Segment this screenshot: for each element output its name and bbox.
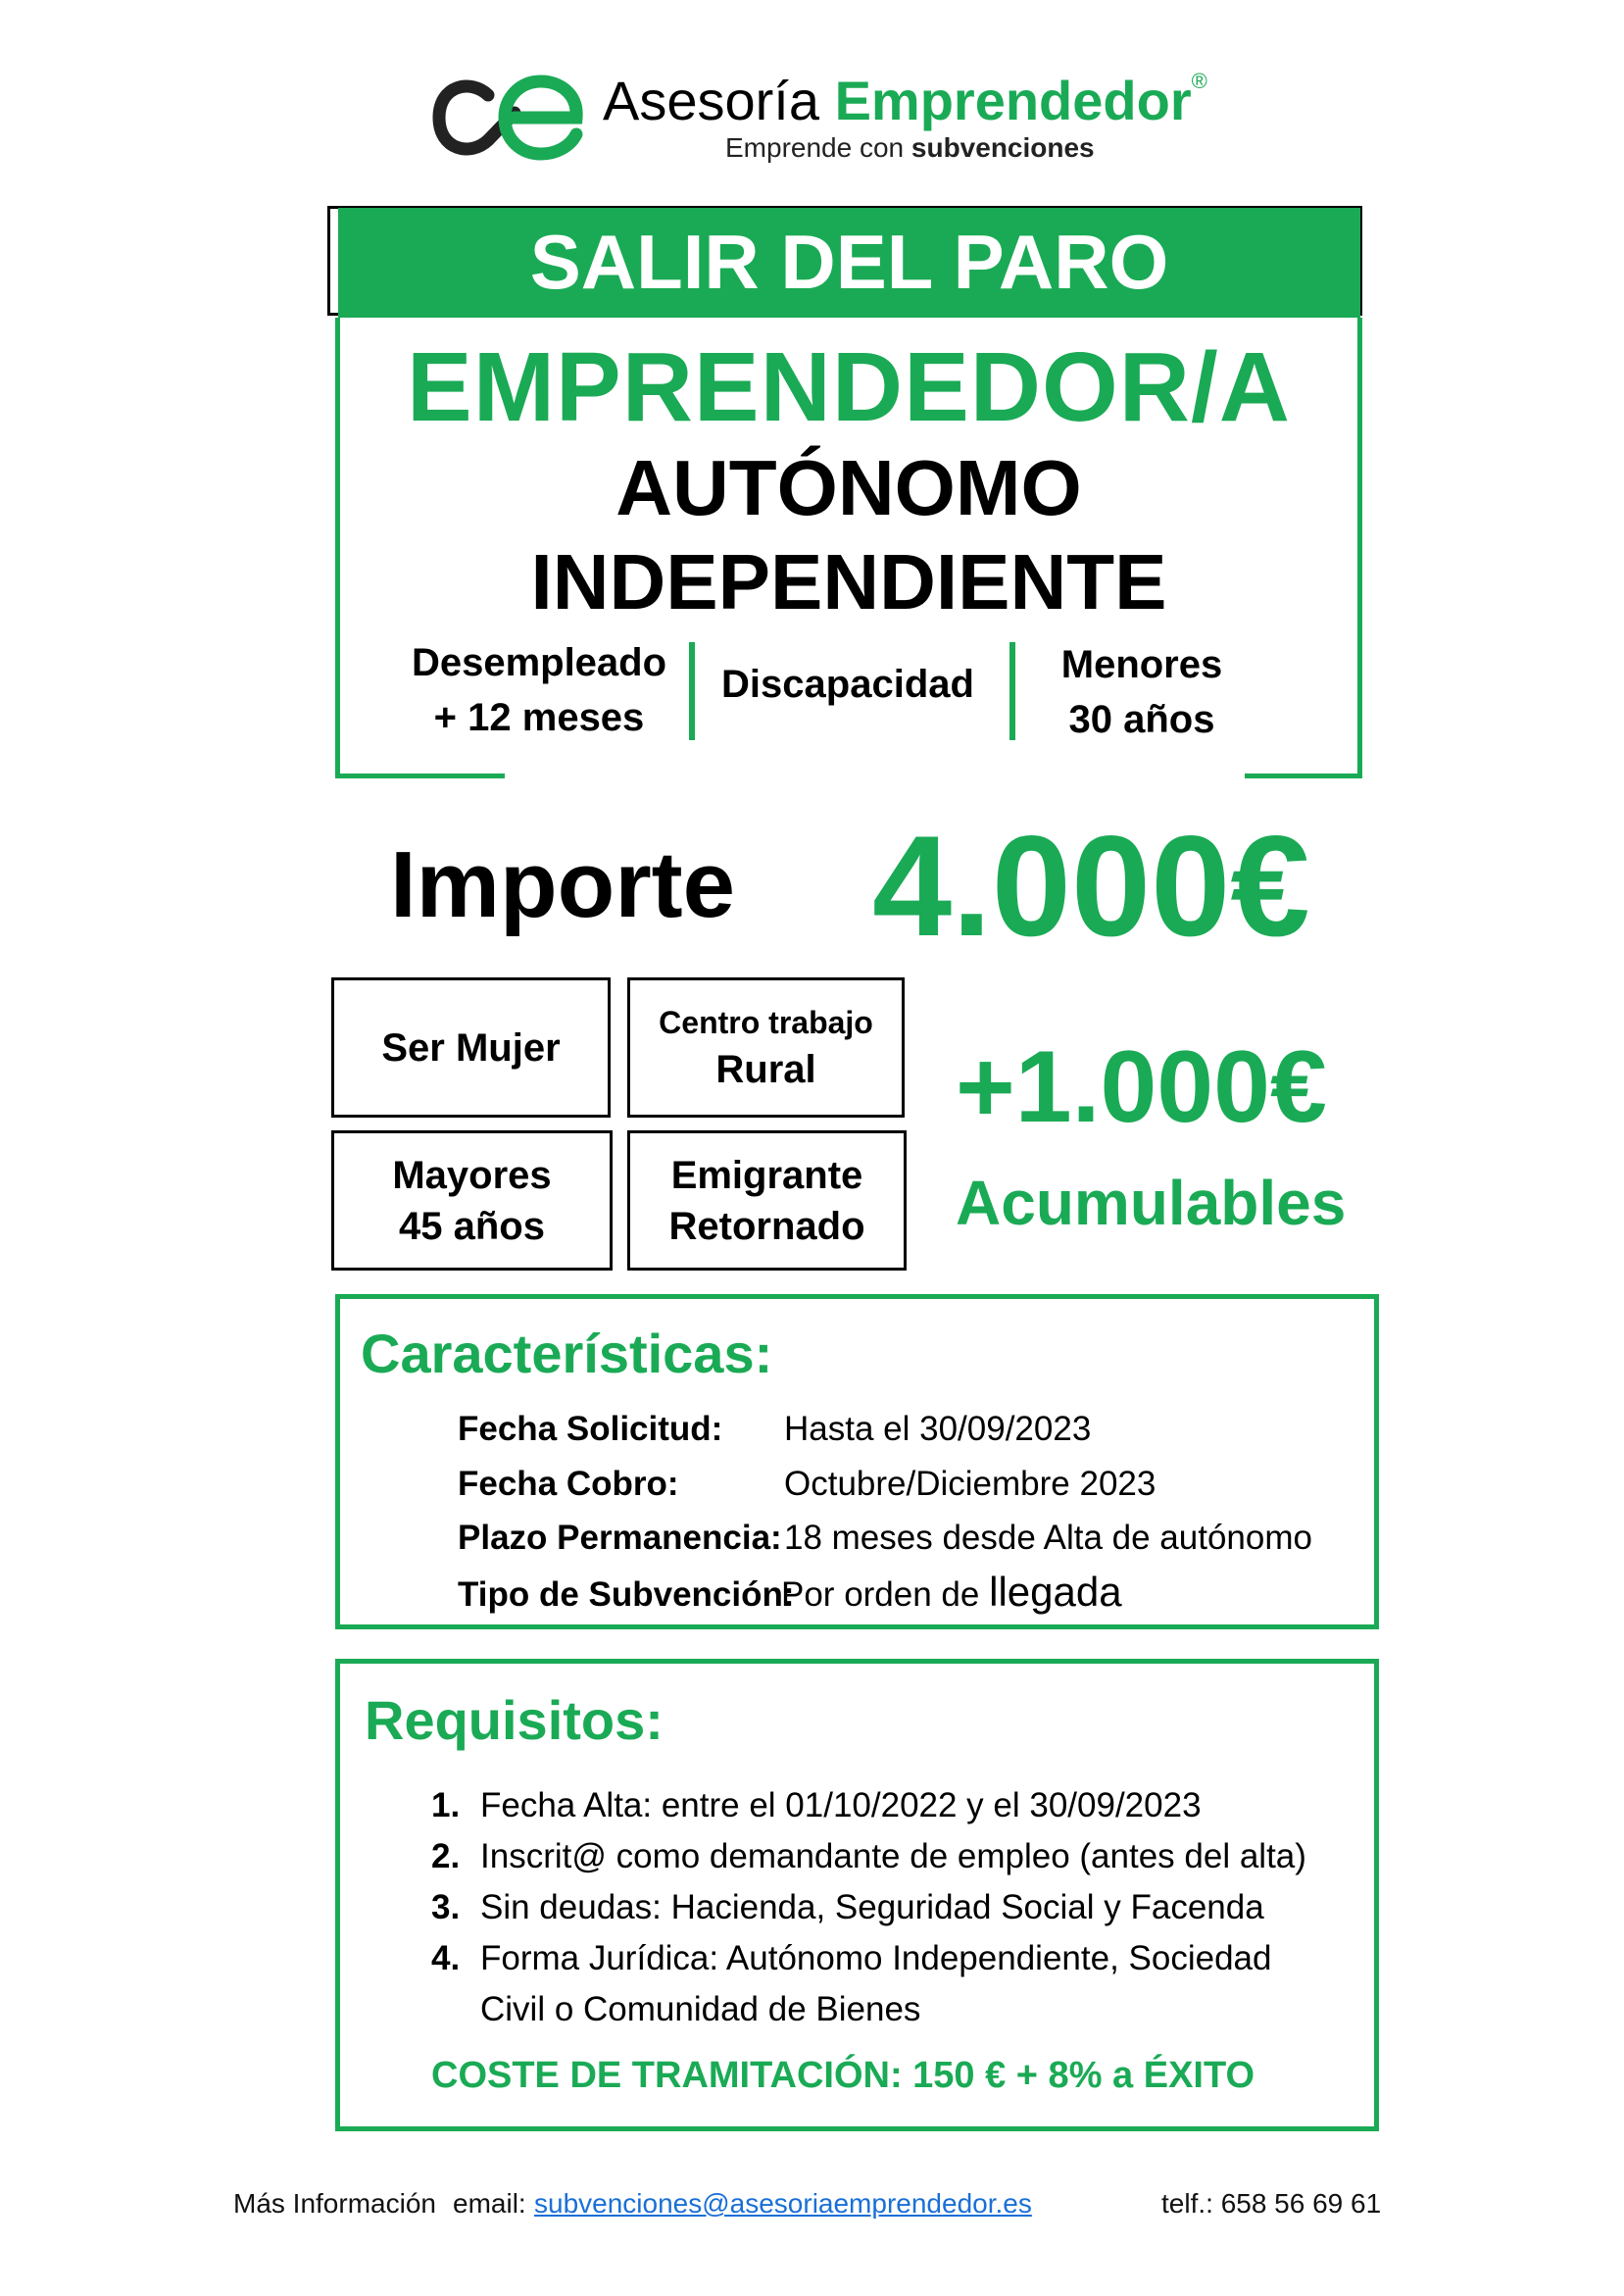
criterion-desempleado <box>392 635 686 745</box>
footer-email-label: email: <box>453 2188 526 2219</box>
subtitle-line2: INDEPENDIENTE <box>530 538 1167 625</box>
criterion-discapacidad <box>706 657 990 712</box>
bonus-line2: 45 años <box>399 1204 545 1248</box>
tipo-subvencion-label: Tipo de Subvención: <box>458 1575 795 1614</box>
bonus-line1: Ser Mujer <box>381 1025 561 1070</box>
requisito-text-continuation: Civil o Comunidad de Bienes <box>480 1990 921 2028</box>
criteria-divider <box>1009 642 1015 740</box>
importe-label: Importe <box>390 832 736 937</box>
importe-value: 4.000€ <box>872 806 1310 966</box>
brand-name-part2: Emprendedor <box>834 70 1192 131</box>
bonus-mayores-45 <box>331 1130 613 1271</box>
fecha-cobro-value: Octubre/Diciembre 2023 <box>784 1465 1156 1503</box>
brand-name-part1: Asesoría <box>603 70 819 131</box>
bonus-line2: Retornado <box>668 1204 865 1248</box>
requisito-text: Forma Jurídica: Autónomo Independiente, Sociedad <box>480 1939 1272 1977</box>
criteria-divider <box>689 642 695 740</box>
bonus-emigrante-retornado <box>627 1130 907 1271</box>
bonus-centro-rural <box>627 977 905 1118</box>
bonus-amount: +1.000€ <box>956 1030 1327 1144</box>
requisito-item <box>431 1888 1264 1927</box>
acumulables-label: Acumulables <box>956 1168 1347 1238</box>
criterion-line1: Discapacidad <box>721 663 974 706</box>
brand-logo-icon <box>431 74 588 162</box>
criterion-line2: 30 años <box>1068 698 1215 741</box>
caracteristicas-title: Características: <box>361 1323 773 1384</box>
requisito-item <box>431 1939 1271 1978</box>
criterion-line2: + 12 meses <box>433 696 645 739</box>
requisito-number: 4. <box>431 1939 461 1977</box>
footer-info-label: Más Información <box>233 2188 436 2219</box>
tipo-subvencion-value-part1: Por orden de <box>781 1575 980 1614</box>
criterion-line1: Desempleado <box>411 641 667 684</box>
footer-email-link[interactable]: subvenciones@asesoriaemprendedor.es <box>534 2188 1032 2219</box>
requisito-number: 3. <box>431 1888 461 1926</box>
bonus-line2: Rural <box>715 1047 816 1091</box>
criterion-menores <box>1019 637 1264 747</box>
fecha-cobro-label: Fecha Cobro: <box>458 1465 679 1503</box>
requisito-item <box>431 1786 1202 1825</box>
bonus-line1: Mayores <box>392 1153 552 1197</box>
brand-name <box>603 69 1207 132</box>
fecha-solicitud-value: Hasta el 30/09/2023 <box>784 1410 1092 1448</box>
tipo-subvencion-value-part2: llegada <box>989 1569 1122 1615</box>
tipo-subvencion-value <box>781 1569 1122 1616</box>
requisito-item <box>431 1837 1306 1876</box>
requisito-number: 2. <box>431 1837 461 1875</box>
requisito-text: Sin deudas: Hacienda, Seguridad Social y Facenda <box>480 1888 1264 1926</box>
brand-tagline <box>725 132 1095 164</box>
banner-title: SALIR DEL PARO <box>529 219 1169 305</box>
plazo-permanencia-label: Plazo Permanencia: <box>458 1519 782 1557</box>
header-frame-gap <box>505 765 1245 784</box>
plazo-permanencia-value: 18 meses desde Alta de autónomo <box>784 1519 1312 1557</box>
bonus-line1: Emigrante <box>670 1153 863 1197</box>
requisito-text: Inscrit@ como demandante de empleo (antes del alta) <box>480 1837 1306 1875</box>
registered-mark: ® <box>1191 69 1207 93</box>
coste-tramitacion: COSTE DE TRAMITACIÓN: 150 € + 8% a ÉXITO <box>431 2055 1255 2096</box>
footer-telephone: telf.: 658 56 69 61 <box>1161 2188 1382 2219</box>
brand-tagline-part2: subvenciones <box>910 132 1095 163</box>
fecha-solicitud-label: Fecha Solicitud: <box>458 1410 723 1448</box>
requisito-text: Fecha Alta: entre el 01/10/2022 y el 30/09/2023 <box>480 1786 1202 1824</box>
requisito-number: 1. <box>431 1786 461 1824</box>
brand-tagline-part1: Emprende con <box>725 132 905 163</box>
bonus-line1: Centro trabajo <box>659 1004 873 1040</box>
main-title: EMPRENDEDOR/A <box>407 332 1291 442</box>
subtitle-line1: AUTÓNOMO <box>615 444 1082 531</box>
criterion-line1: Menores <box>1060 643 1223 686</box>
requisitos-title: Requisitos: <box>365 1689 664 1751</box>
bonus-ser-mujer <box>331 977 611 1118</box>
